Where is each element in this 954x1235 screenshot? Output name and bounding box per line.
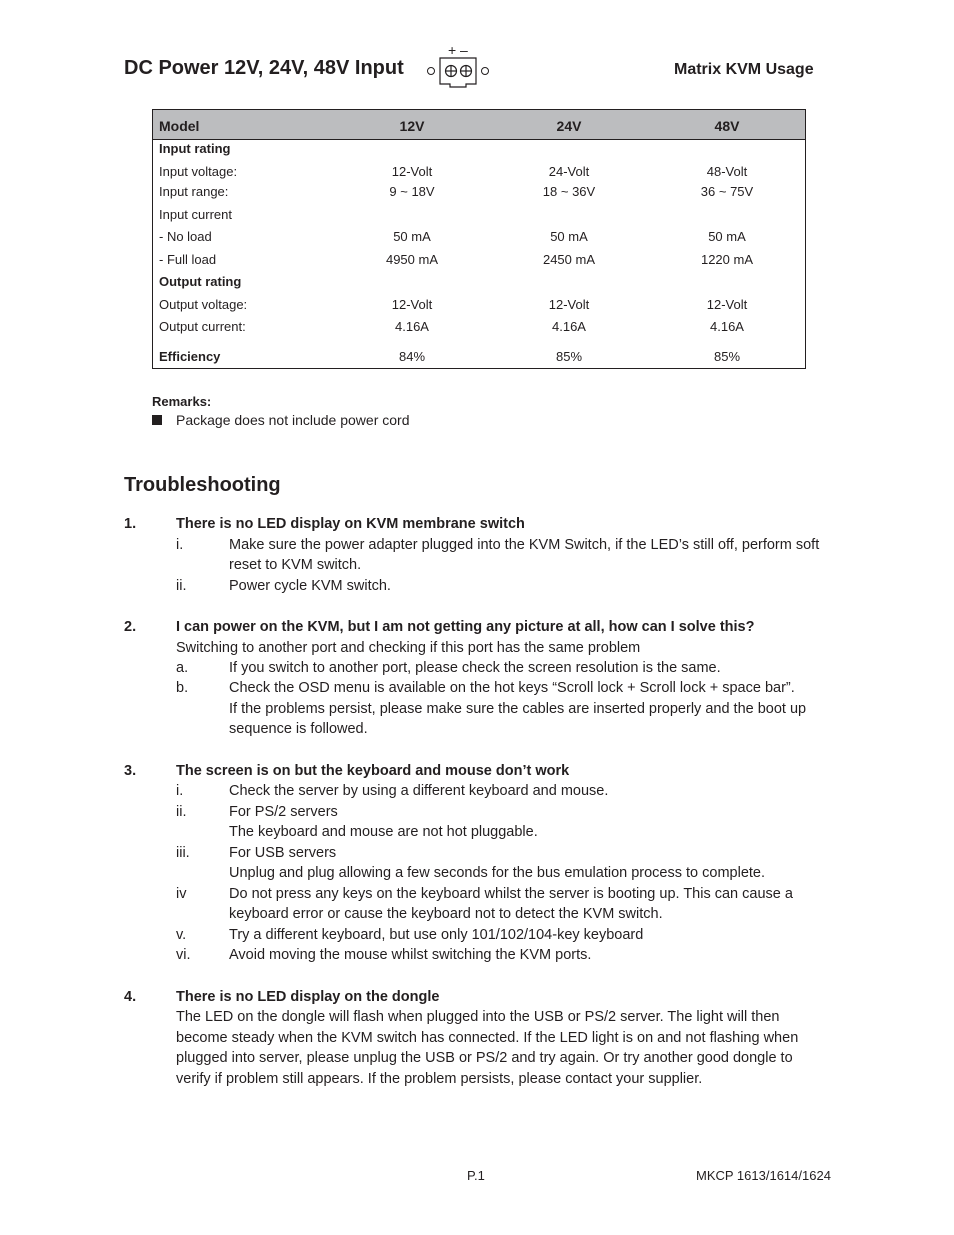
table-cell: 85% xyxy=(713,349,741,364)
model-code: MKCP 1613/1614/1624 xyxy=(696,1168,831,1183)
step-text: Check the server by using a different keyboard and mouse. xyxy=(229,783,609,799)
step-text: If you switch to another port, please check the screen resolution is the same. xyxy=(229,660,721,676)
input-rating-heading: Input rating xyxy=(159,141,231,156)
table-cell: 4950 mA xyxy=(385,252,439,267)
table-cell: 50 mA xyxy=(393,229,431,244)
table-cell: 4.16A xyxy=(552,319,586,334)
step-marker: v. xyxy=(176,927,187,943)
connector-plus-label: + xyxy=(448,44,457,58)
input-current-heading: Input current xyxy=(159,207,232,222)
step-text: Unplug and plug allowing a few seconds for the bus emulation process to complete. xyxy=(229,865,766,881)
step-text: Try a different keyboard, but use only 101/102/104-key keyboard xyxy=(229,927,644,943)
table-cell: - No load xyxy=(159,229,212,244)
step-marker: vi. xyxy=(176,947,191,963)
table-cell: 18 ~ 36V xyxy=(542,184,596,199)
connector-minus-label: – xyxy=(460,44,468,58)
step-marker: b. xyxy=(176,680,189,696)
table-cell: 4.16A xyxy=(710,319,744,334)
step-text: If the problems persist, please make sure the cables are inserted properly and the boot up xyxy=(229,701,807,717)
item-paragraph-line: plugged into server, please unplug the USB or PS/2 and try again. Or try another good dongle to xyxy=(176,1050,793,1066)
item-paragraph-line: become steady when the KVM switch has connected. If the LED light is on and not flashing when xyxy=(176,1030,799,1046)
table-cell: 12-Volt xyxy=(391,297,433,312)
remarks-heading: Remarks: xyxy=(152,394,212,409)
table-header-48v: 48V xyxy=(714,118,740,134)
step-text: Avoid moving the mouse whilst switching the KVM ports. xyxy=(229,947,592,963)
step-marker: iii. xyxy=(176,845,190,861)
item-question: There is no LED display on the dongle xyxy=(176,989,440,1005)
item-question: I can power on the KVM, but I am not getting any picture at all, how can I solve this? xyxy=(176,619,755,635)
table-cell: 9 ~ 18V xyxy=(389,184,435,199)
item-paragraph-line: The LED on the dongle will flash when plugged into the USB or PS/2 server. The light will then xyxy=(176,1009,780,1025)
step-text: Do not press any keys on the keyboard whilst the server is booting up. This can cause a xyxy=(229,886,793,902)
table-cell: 85% xyxy=(555,349,583,364)
table-cell: 50 mA xyxy=(708,229,746,244)
table-header-model: Model xyxy=(159,118,200,134)
remarks-item: Package does not include power cord xyxy=(176,412,410,428)
page-number: P.1 xyxy=(467,1168,485,1183)
step-text: sequence is followed. xyxy=(229,721,368,737)
step-text: For USB servers xyxy=(229,845,337,861)
item-paragraph-line: verify if problem still appears. If the problem persists, please contact your supplier. xyxy=(176,1071,703,1087)
table-header-row xyxy=(153,110,805,140)
table-cell: 1220 mA xyxy=(700,252,754,267)
table-cell: Input range: xyxy=(159,184,229,199)
section-label: Matrix KVM Usage xyxy=(674,61,814,78)
item-number: 1. xyxy=(124,516,137,532)
table-cell: 4.16A xyxy=(395,319,429,334)
item-number: 4. xyxy=(124,989,137,1005)
table-cell: Input voltage: xyxy=(159,164,238,179)
step-marker: i. xyxy=(176,783,184,799)
output-rating-heading: Output rating xyxy=(159,274,242,289)
troubleshooting-heading: Troubleshooting xyxy=(124,474,281,496)
step-marker: ii. xyxy=(176,804,187,820)
table-cell: 24-Volt xyxy=(548,164,590,179)
table-cell: 2450 mA xyxy=(542,252,596,267)
table-cell: 50 mA xyxy=(550,229,588,244)
step-marker: i. xyxy=(176,537,184,553)
table-header-12v: 12V xyxy=(399,118,425,134)
item-number: 2. xyxy=(124,619,137,635)
step-text: Make sure the power adapter plugged into the KVM Switch, if the LED’s still off, perform soft xyxy=(229,537,820,553)
step-marker: ii. xyxy=(176,578,187,594)
step-text: keyboard error or cause the keyboard not to detect the KVM switch. xyxy=(229,906,663,922)
table-cell: Output voltage: xyxy=(159,297,248,312)
table-cell: 48-Volt xyxy=(706,164,748,179)
table-cell: Efficiency xyxy=(159,349,221,364)
table-cell: 12-Volt xyxy=(706,297,748,312)
step-text: The keyboard and mouse are not hot pluggable. xyxy=(229,824,538,840)
page-title: DC Power 12V, 24V, 48V Input xyxy=(124,57,404,79)
dc-power-connector-icon xyxy=(426,44,492,90)
step-text: reset to KVM switch. xyxy=(229,557,362,573)
item-number: 3. xyxy=(124,763,137,779)
step-text: Check the OSD menu is available on the hot keys “Scroll lock + Scroll lock + space bar”. xyxy=(229,680,795,696)
table-cell: 12-Volt xyxy=(548,297,590,312)
item-question: There is no LED display on KVM membrane switch xyxy=(176,516,525,532)
step-text: For PS/2 servers xyxy=(229,804,338,820)
step-marker: a. xyxy=(176,660,189,676)
square-bullet-icon xyxy=(152,415,162,425)
table-cell: 12-Volt xyxy=(391,164,433,179)
table-cell: - Full load xyxy=(159,252,217,267)
step-text: Power cycle KVM switch. xyxy=(229,578,391,594)
table-cell: 84% xyxy=(398,349,426,364)
step-marker: iv xyxy=(176,886,187,902)
table-cell: 36 ~ 75V xyxy=(700,184,754,199)
table-header-24v: 24V xyxy=(556,118,582,134)
item-question: The screen is on but the keyboard and mouse don’t work xyxy=(176,763,570,779)
power-spec-table xyxy=(152,109,806,369)
item-intro: Switching to another port and checking if this port has the same problem xyxy=(176,640,641,656)
table-cell: Output current: xyxy=(159,319,246,334)
